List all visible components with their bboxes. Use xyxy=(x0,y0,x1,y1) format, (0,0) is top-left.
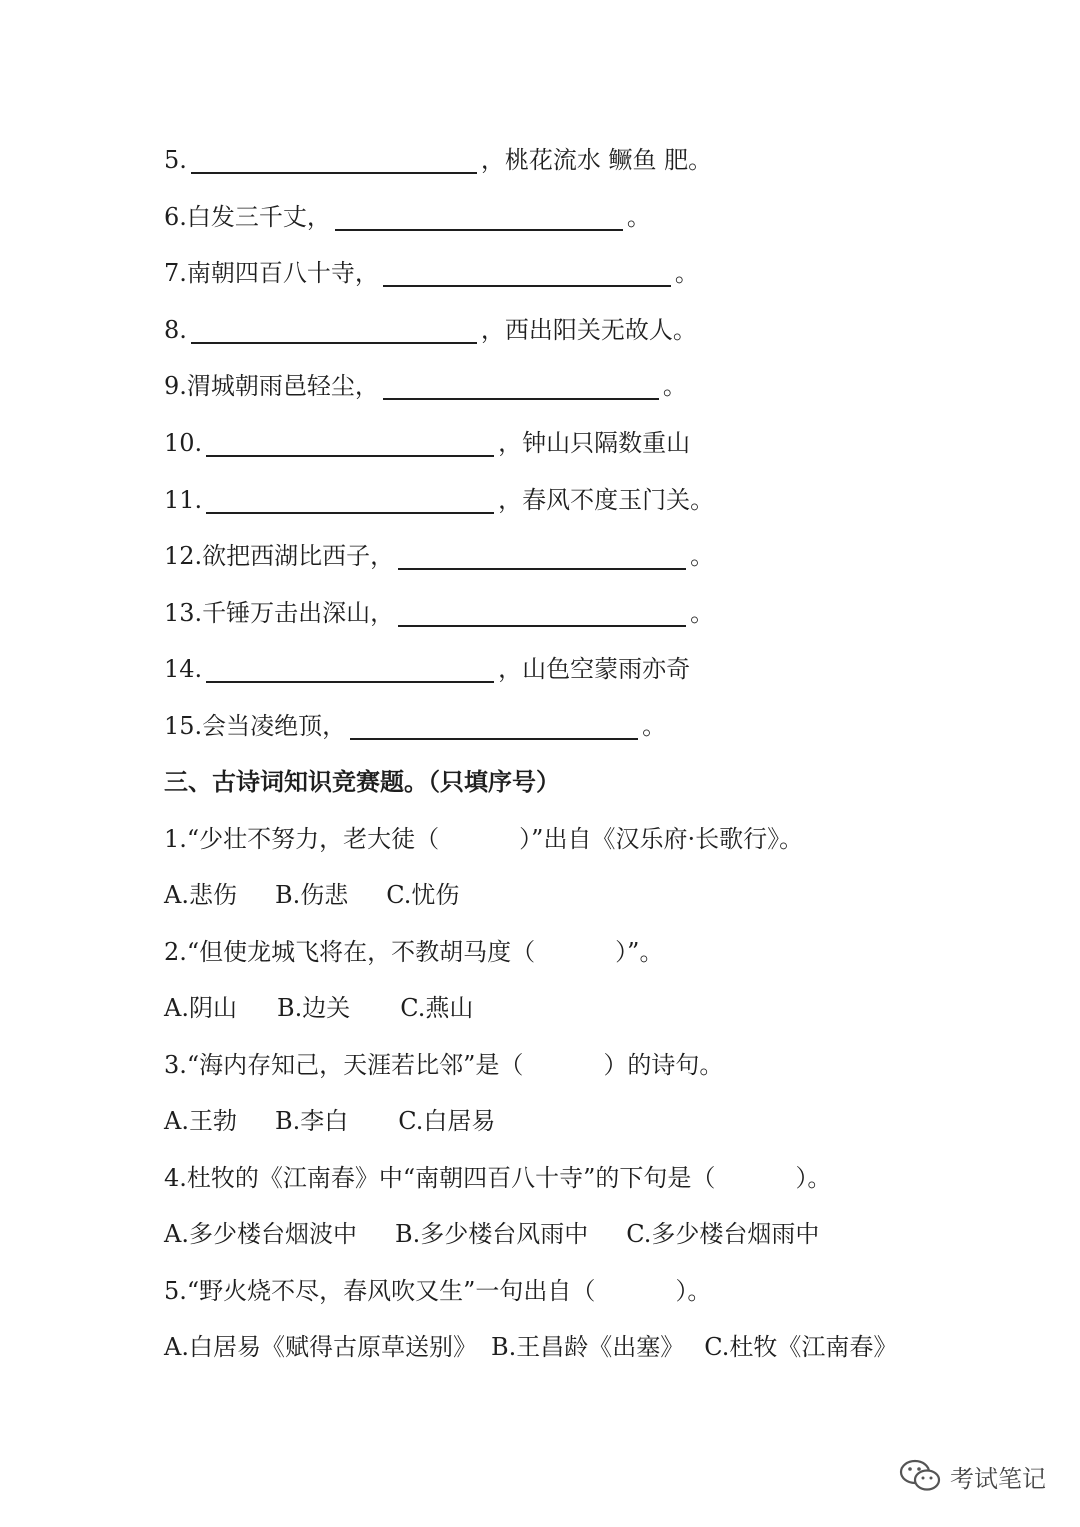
fill-in-item-9 xyxy=(164,366,687,406)
item-number: 5. xyxy=(164,146,187,174)
option-a[interactable]: A.白居易《赋得古原草送别》 xyxy=(164,1333,477,1361)
option-b[interactable]: B.李白 xyxy=(274,1107,349,1135)
question-text: ）。 xyxy=(795,1164,832,1192)
verse-text: 。 xyxy=(626,203,651,231)
verse-text: ，山色空蒙雨亦奇 xyxy=(498,655,691,683)
verse-text: ，西出阳关无故人。 xyxy=(480,316,697,344)
question-text: ）。 xyxy=(675,1277,712,1305)
answer-blank[interactable] xyxy=(398,599,686,627)
answer-blank[interactable] xyxy=(206,429,494,457)
verse-text: 渭城朝雨邑轻尘， xyxy=(186,372,379,400)
question-text: 2.“但使龙城飞将在，不教胡马度（ xyxy=(164,938,536,966)
question-2 xyxy=(164,932,663,972)
fill-in-item-8 xyxy=(164,310,697,350)
verse-text: 千锤万击出深山， xyxy=(202,599,395,627)
question-text: 4.杜牧的《江南春》中“南朝四百八十寺”的下句是（ xyxy=(164,1164,716,1192)
item-number: 13. xyxy=(164,599,203,627)
answer-blank[interactable] xyxy=(398,542,686,570)
section-heading xyxy=(164,762,560,802)
option-b[interactable]: B.边关 xyxy=(276,994,351,1022)
fill-in-item-6 xyxy=(164,197,651,237)
item-number: 15. xyxy=(164,712,203,740)
question-text: ）”出自《汉乐府·长歌行》。 xyxy=(519,825,804,853)
fill-in-item-14 xyxy=(164,649,690,689)
option-c[interactable]: C.杜牧《江南春》 xyxy=(704,1333,898,1361)
verse-text: ，桃花流水 鳜鱼 肥。 xyxy=(480,146,713,174)
answer-blank[interactable] xyxy=(335,203,623,231)
fill-in-item-15 xyxy=(164,706,666,746)
question-3 xyxy=(164,1045,723,1085)
question-1 xyxy=(164,819,803,859)
item-number: 10. xyxy=(164,429,203,457)
wechat-icon xyxy=(898,1458,942,1494)
item-number: 11. xyxy=(164,486,203,514)
fill-in-item-5 xyxy=(164,140,712,180)
item-number: 14. xyxy=(164,655,203,683)
options-2 xyxy=(164,988,473,1028)
question-text: 5.“野火烧不尽，春风吹又生”一句出自（ xyxy=(164,1277,596,1305)
question-text: 1.“少壮不努力，老大徒（ xyxy=(164,825,440,853)
verse-text: 。 xyxy=(674,259,699,287)
watermark-text: 考试笔记 xyxy=(950,1464,1046,1493)
fill-in-item-7 xyxy=(164,253,699,293)
option-a[interactable]: A.多少楼台烟波中 xyxy=(164,1220,357,1248)
question-text: ）”。 xyxy=(615,938,664,966)
verse-text: 南朝四百八十寺， xyxy=(186,259,379,287)
watermark xyxy=(898,1456,1046,1496)
option-a[interactable]: A.阴山 xyxy=(164,994,237,1022)
item-number: 6. xyxy=(164,203,187,231)
options-5 xyxy=(164,1327,897,1367)
item-number: 7. xyxy=(164,259,187,287)
verse-text: ，春风不度玉门关。 xyxy=(498,486,715,514)
option-a[interactable]: A.王勃 xyxy=(164,1107,237,1135)
question-text: ）的诗句。 xyxy=(603,1051,724,1079)
verse-text: 。 xyxy=(690,542,715,570)
answer-blank[interactable] xyxy=(350,712,638,740)
fill-in-item-11 xyxy=(164,480,714,520)
question-4 xyxy=(164,1158,831,1198)
answer-blank[interactable] xyxy=(383,259,671,287)
answer-blank[interactable] xyxy=(206,486,494,514)
verse-text: 。 xyxy=(690,599,715,627)
fill-in-item-12 xyxy=(164,536,714,576)
question-text: 3.“海内存知己，天涯若比邻”是（ xyxy=(164,1051,524,1079)
verse-text: 。 xyxy=(662,372,687,400)
item-number: 9. xyxy=(164,372,187,400)
option-b[interactable]: B.王昌龄《出塞》 xyxy=(490,1333,685,1361)
option-a[interactable]: A.悲伤 xyxy=(164,881,237,909)
option-b[interactable]: B.伤悲 xyxy=(274,881,349,909)
option-c[interactable]: C.忧伤 xyxy=(386,881,460,909)
verse-text: 会当凌绝顶， xyxy=(202,712,347,740)
fill-in-item-10 xyxy=(164,423,690,463)
options-3 xyxy=(164,1101,495,1141)
option-c[interactable]: C.多少楼台烟雨中 xyxy=(626,1220,820,1248)
option-c[interactable]: C.燕山 xyxy=(400,994,474,1022)
item-number: 8. xyxy=(164,316,187,344)
answer-blank[interactable] xyxy=(191,146,477,174)
section-title: 三、古诗词知识竞赛题。（只填序号） xyxy=(164,767,560,796)
answer-blank[interactable] xyxy=(206,655,494,683)
question-5 xyxy=(164,1271,711,1311)
answer-blank[interactable] xyxy=(383,372,659,400)
verse-text: 欲把西湖比西子， xyxy=(202,542,395,570)
answer-blank[interactable] xyxy=(191,316,477,344)
option-b[interactable]: B.多少楼台风雨中 xyxy=(394,1220,589,1248)
verse-text: 。 xyxy=(642,712,667,740)
options-1 xyxy=(164,875,459,915)
fill-in-item-13 xyxy=(164,593,714,633)
item-number: 12. xyxy=(164,542,203,570)
verse-text: 白发三千丈， xyxy=(186,203,331,231)
verse-text: ，钟山只隔数重山 xyxy=(498,429,691,457)
options-4 xyxy=(164,1214,819,1254)
option-c[interactable]: C.白居易 xyxy=(398,1107,496,1135)
